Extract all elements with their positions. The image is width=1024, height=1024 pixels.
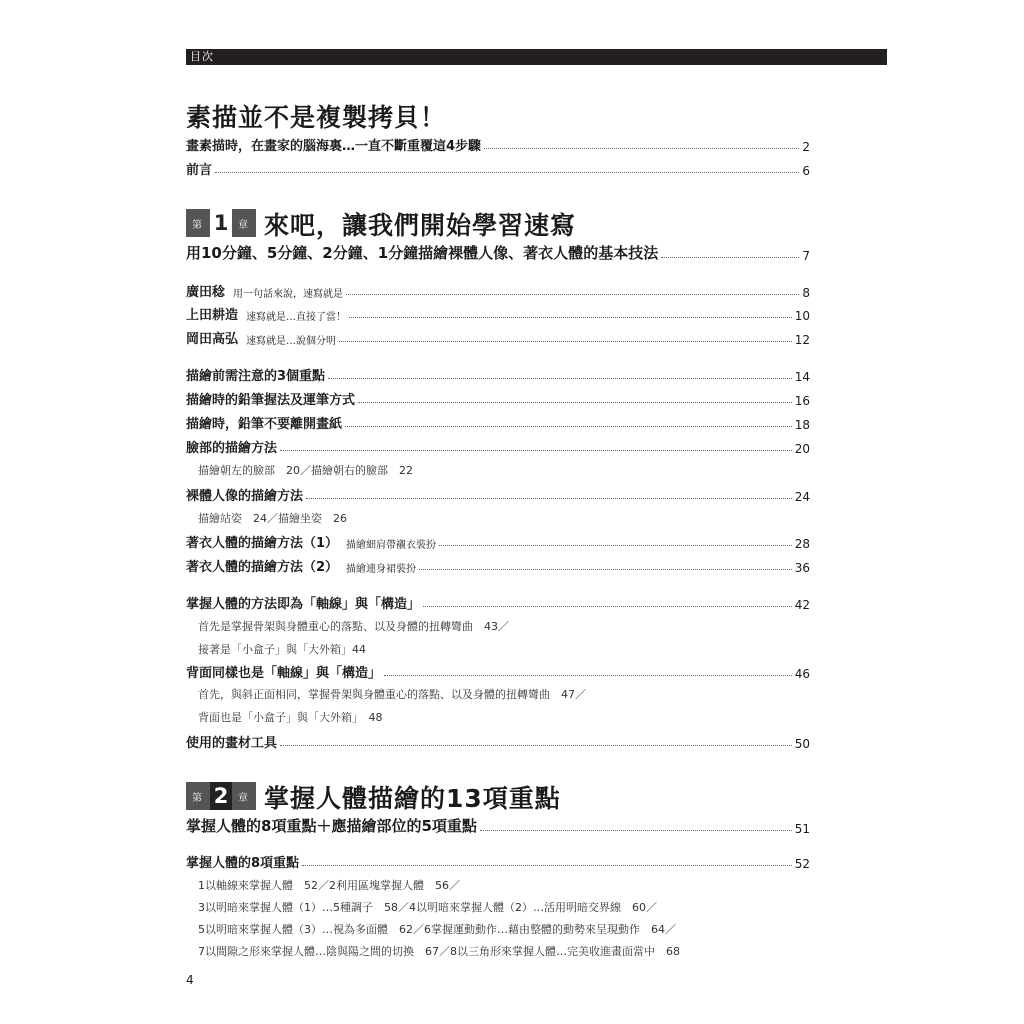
entry-page: 51 [794, 822, 810, 836]
entry-page: 12 [794, 333, 810, 347]
toc-entry[interactable] [186, 555, 810, 575]
chapter-2-subtitle[interactable] [186, 816, 810, 836]
toc-entry[interactable] [186, 364, 810, 384]
entry-page: 6 [802, 164, 810, 178]
entry-text: 掌握人體的8項重點 [186, 856, 300, 871]
toc-entry[interactable] [186, 661, 810, 681]
entry-page: 18 [794, 418, 810, 432]
entry-text: 著衣人體的描繪方法（1） [186, 536, 339, 551]
toc-entry[interactable] [186, 412, 810, 432]
intro-title: 素描並不是複製拷貝！ [186, 103, 447, 132]
person-name: 上田耕造 [186, 308, 239, 323]
badge-pre: 第 [192, 220, 202, 231]
toc-entry[interactable] [186, 388, 810, 408]
leader-dots [439, 545, 792, 546]
entry-text: 使用的畫材工具 [186, 736, 278, 751]
entry-page: 8 [802, 286, 810, 300]
person-desc: 速寫就是…直接了當！ [246, 312, 347, 323]
badge-number: 1 [210, 209, 232, 237]
person-desc: 速寫就是…說個分明 [246, 336, 337, 347]
badge-pre: 第 [192, 793, 202, 804]
toc-entry[interactable] [186, 851, 810, 871]
entry-sub: 描繪細肩帶襯衣裝扮 [346, 540, 437, 551]
entry-text: 描繪前需注意的3個重點 [186, 369, 326, 384]
leader-dots [423, 606, 792, 607]
entry-text: 描繪時，鉛筆不要離開畫紙 [186, 417, 343, 432]
leader-dots [349, 317, 792, 318]
header-bar [186, 49, 887, 65]
header-label: 目次 [190, 50, 214, 63]
entry-text: 背面同樣也是「軸線」與「構造」 [186, 666, 382, 681]
entry-text: 掌握人體的8項重點＋應描繪部位的5項重點 [186, 817, 477, 835]
sub-entry: 描繪站姿 24／描繪坐姿 26 [198, 512, 347, 525]
entry-text: 用10分鐘、5分鐘、2分鐘、1分鐘描繪裸體人像、著衣人體的基本技法 [186, 244, 659, 262]
leader-dots [280, 745, 792, 746]
badge-post: 章 [238, 220, 248, 231]
entry-text: 臉部的描繪方法 [186, 441, 278, 456]
person-name: 廣田稔 [186, 285, 226, 300]
entry-text: 裸體人像的描繪方法 [186, 489, 304, 504]
entry-page: 50 [794, 737, 810, 751]
entry-page: 42 [794, 598, 810, 612]
leader-dots [346, 294, 799, 295]
leader-dots [484, 148, 799, 149]
entry-sub: 描繪連身裙裝扮 [346, 564, 417, 575]
toc-entry-person[interactable] [186, 280, 810, 300]
leader-dots [358, 402, 792, 403]
person-name: 岡田高弘 [186, 332, 239, 347]
leader-dots [306, 498, 792, 499]
entry-page: 2 [802, 140, 810, 154]
sub-entry: 首先是掌握骨架與身體重心的落點、以及身體的扭轉彎曲 43／ [198, 620, 509, 633]
entry-text: 描繪時的鉛筆握法及運筆方式 [186, 393, 356, 408]
person-desc: 用一句話來說，速寫就是 [233, 289, 344, 300]
toc-entry[interactable] [186, 531, 810, 551]
toc-entry-person[interactable] [186, 303, 810, 323]
toc-entry[interactable] [186, 484, 810, 504]
chapter-1-badge [186, 209, 256, 237]
leader-dots [419, 569, 792, 570]
point-line: 3以明暗來掌握人體（1）…5種調子 58／4以明暗來掌握人體（2）…活用明暗交界線 60／ [198, 901, 657, 914]
toc-entry-person[interactable] [186, 327, 810, 347]
entry-text: 畫素描時，在畫家的腦海裏…一直不斷重覆這4步驟 [186, 139, 482, 154]
sub-entry: 首先，與斜正面相同，掌握骨架與身體重心的落點、以及身體的扭轉彎曲 47／ [198, 688, 586, 701]
point-line: 7以間隙之形來掌握人體…陰與陽之間的切換 67／8以三角形來掌握人體…完美收進畫面當中 68 [198, 945, 680, 958]
chapter-1-title: 來吧，讓我們開始學習速寫 [264, 211, 577, 240]
chapter-2-title: 掌握人體描繪的13項重點 [264, 784, 561, 813]
leader-dots [328, 378, 792, 379]
leader-dots [480, 830, 792, 831]
entry-page: 24 [794, 490, 810, 504]
leader-dots [339, 341, 792, 342]
toc-entry[interactable] [186, 731, 810, 751]
page-number: 4 [186, 973, 194, 987]
badge-number: 2 [210, 782, 232, 810]
entry-text: 前言 [186, 163, 213, 178]
entry-page: 52 [794, 857, 810, 871]
entry-page: 20 [794, 442, 810, 456]
sub-entry: 背面也是「小盒子」與「大外箱」 48 [198, 711, 383, 724]
entry-page: 7 [802, 249, 810, 263]
toc-entry[interactable] [186, 436, 810, 456]
leader-dots [280, 450, 792, 451]
leader-dots [345, 426, 792, 427]
entry-page: 46 [794, 667, 810, 681]
leader-dots [384, 675, 792, 676]
chapter-2-badge [186, 782, 256, 810]
toc-entry[interactable] [186, 592, 810, 612]
entry-page: 10 [794, 309, 810, 323]
entry-text: 掌握人體的方法即為「軸線」與「構造」 [186, 597, 421, 612]
chapter-1-subtitle[interactable] [186, 243, 810, 263]
badge-post: 章 [238, 793, 248, 804]
leader-dots [661, 257, 799, 258]
toc-entry[interactable] [186, 158, 810, 178]
entry-text: 著衣人體的描繪方法（2） [186, 560, 339, 575]
entry-page: 28 [794, 537, 810, 551]
leader-dots [215, 172, 799, 173]
entry-page: 36 [794, 561, 810, 575]
point-line: 1以軸線來掌握人體 52／2利用區塊掌握人體 56／ [198, 879, 460, 892]
point-line: 5以明暗來掌握人體（3）…視為多面體 62／6掌握運動動作…藉由整體的動勢來呈現動作 64／ [198, 923, 676, 936]
sub-entry: 描繪朝左的臉部 20／描繪朝右的臉部 22 [198, 464, 413, 477]
entry-page: 14 [794, 370, 810, 384]
sub-entry: 接著是「小盒子」與「大外箱」44 [198, 643, 366, 656]
entry-page: 16 [794, 394, 810, 408]
toc-entry[interactable] [186, 134, 810, 154]
leader-dots [302, 865, 792, 866]
